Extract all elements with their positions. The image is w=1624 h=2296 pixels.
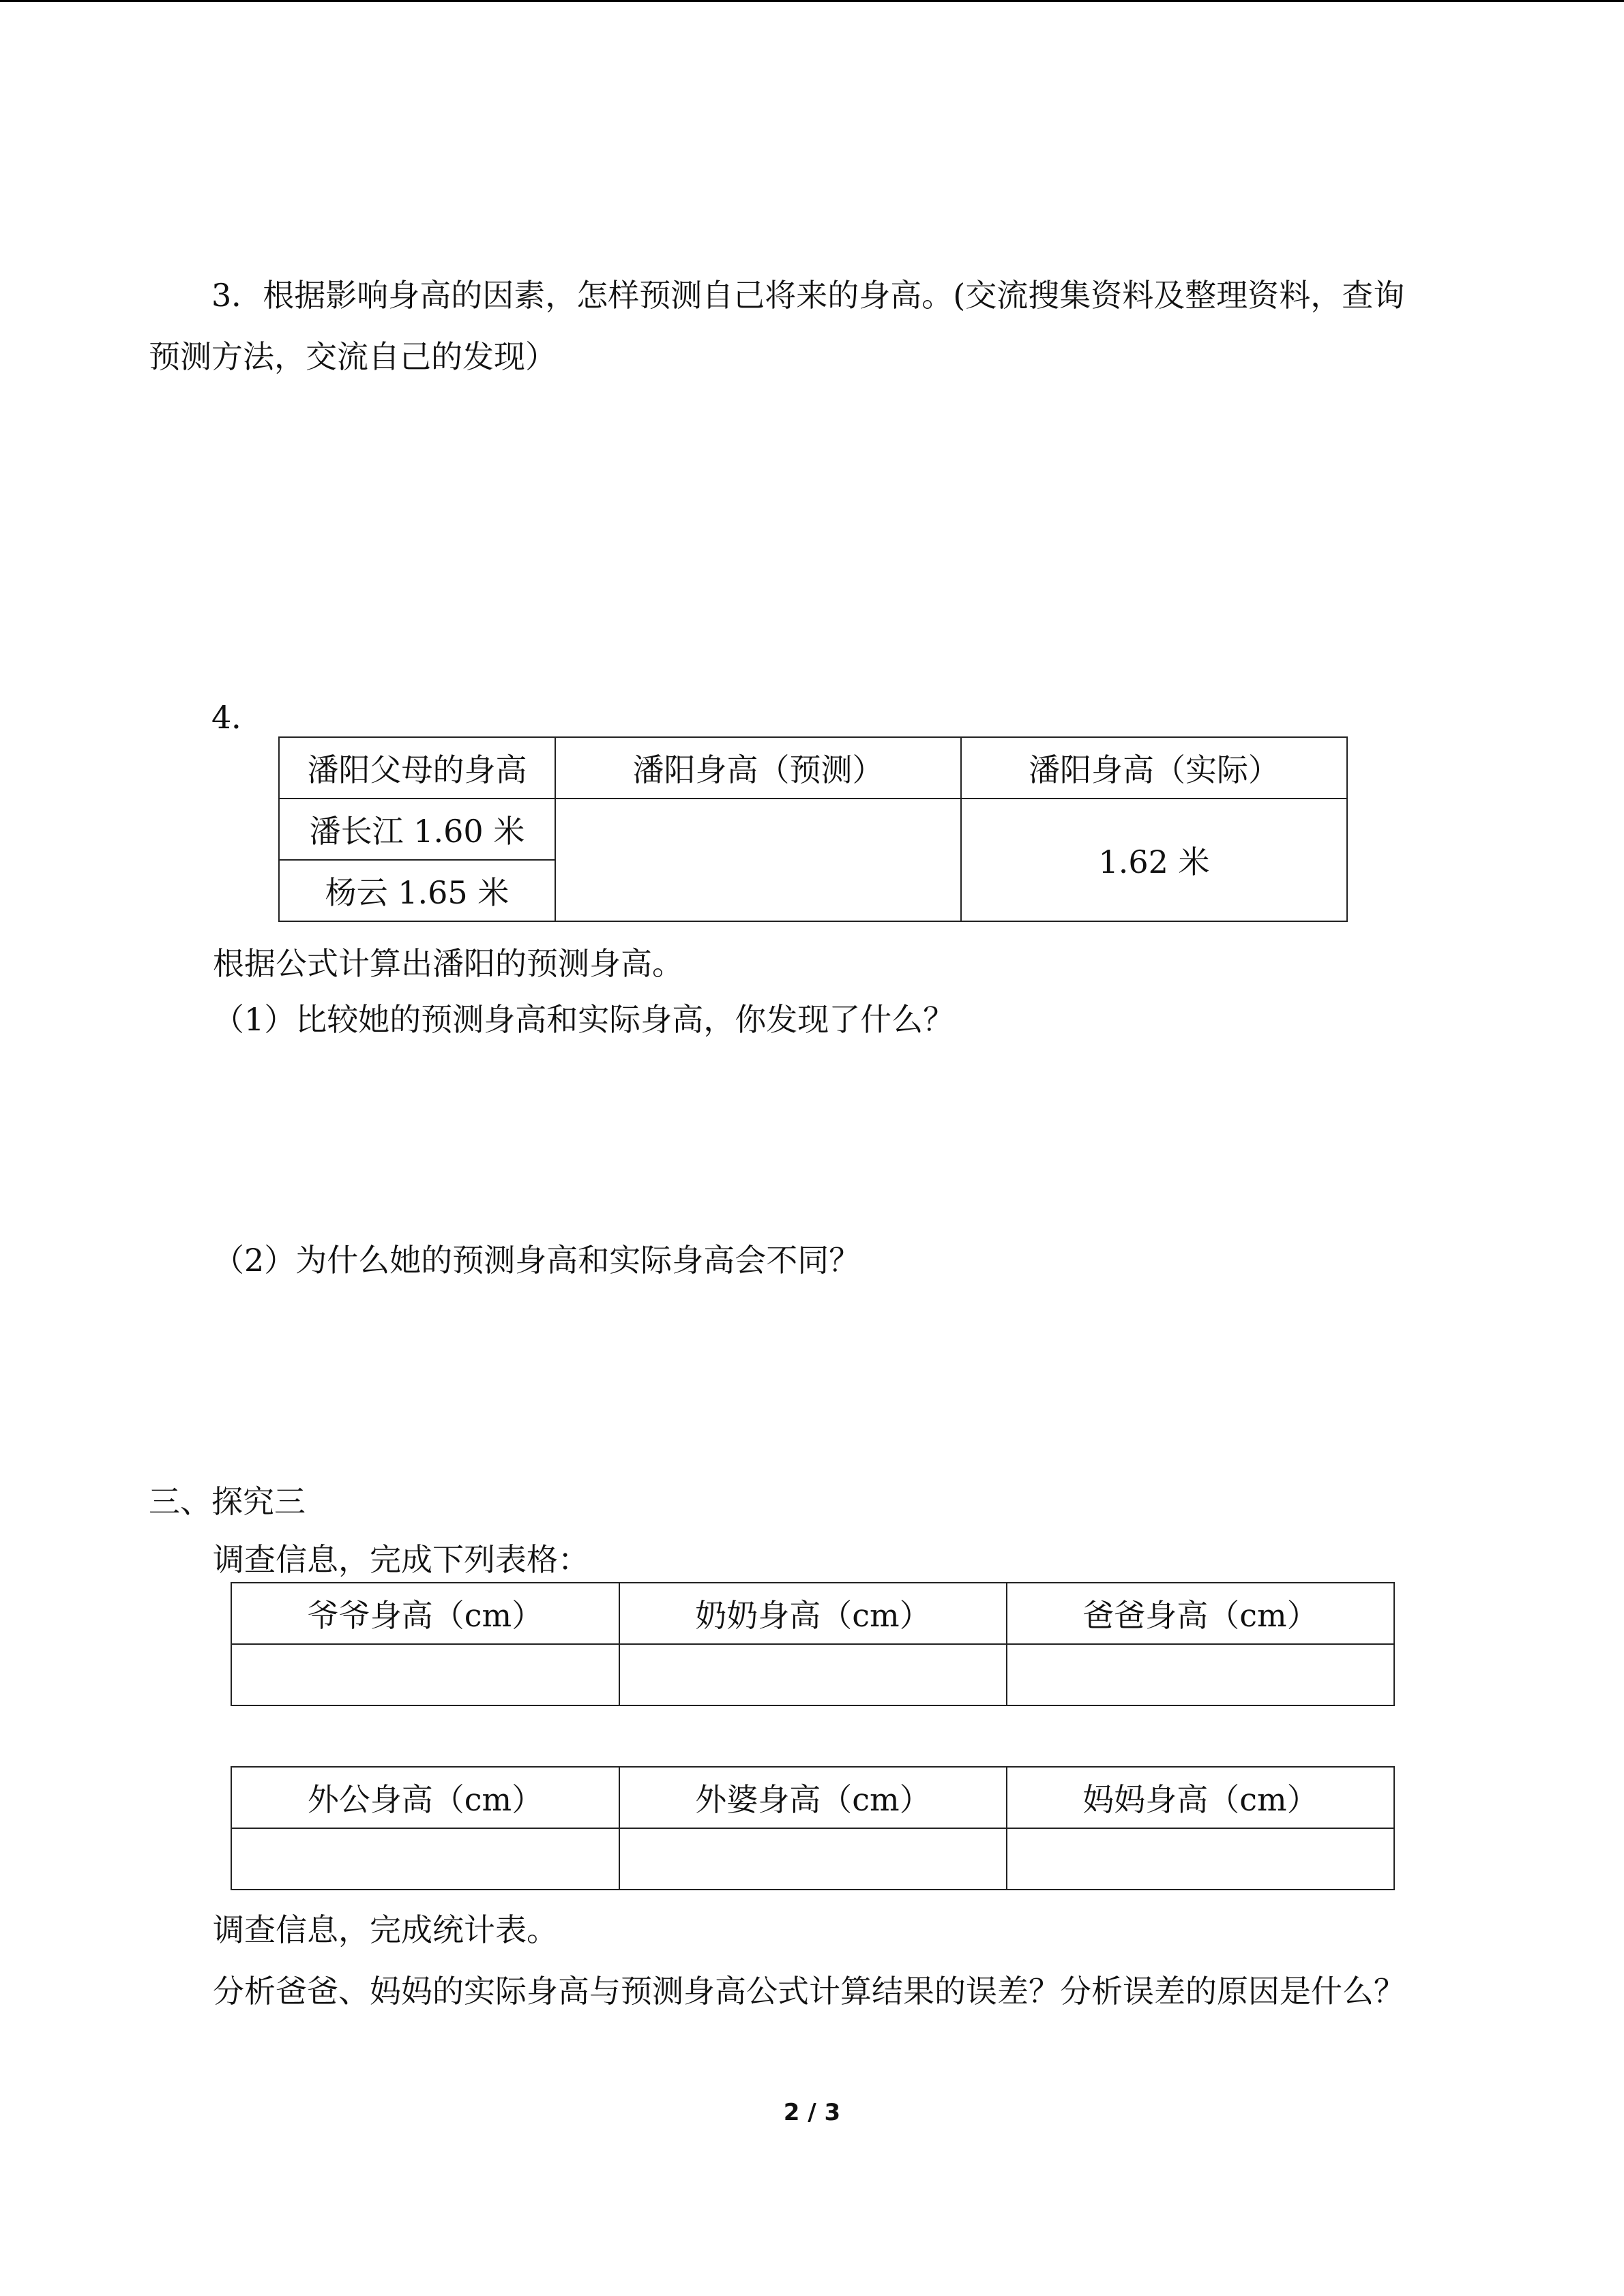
page-number: 2 / 3 [783,2099,841,2126]
q4-sub2: （2）为什么她的预测身高和实际身高会不同？ [213,1242,861,1279]
header-father-height: 爸爸身高（cm） [1007,1583,1394,1644]
predicted-height-cell[interactable] [555,799,961,921]
maternal-grandmother-height-cell[interactable] [619,1828,1007,1890]
paternal-survey-table [231,1582,1395,1706]
father-height-input-cell[interactable] [1007,1644,1394,1705]
grandfather-height-cell[interactable] [231,1644,619,1705]
header-maternal-grandmother-height: 外婆身高（cm） [619,1767,1007,1828]
maternal-grandfather-height-cell[interactable] [231,1828,619,1890]
father-height-cell: 潘长江 1.60 米 [279,799,555,860]
error-analysis-question: 分析爸爸、妈妈的实际身高与预测身高公式计算结果的误差？分析误差的原因是什么？ [213,1973,1405,2010]
header-parents-height: 潘阳父母的身高 [279,737,555,799]
header-actual-height: 潘阳身高（实际） [961,737,1347,799]
grandmother-height-cell[interactable] [619,1644,1007,1705]
survey-intro: 调查信息，完成下列表格： [213,1541,589,1578]
mother-height-input-cell[interactable] [1007,1828,1394,1890]
q3-text-line1: 3．根据影响身高的因素，怎样预测自己将来的身高。(交流搜集资料及整理资料，查询 [211,277,1405,314]
header-mother-height: 妈妈身高（cm） [1007,1767,1394,1828]
q4-sub1: （1）比较她的预测身高和实际身高，你发现了什么？ [213,1001,955,1038]
q4-instruction: 根据公式计算出潘阳的预测身高。 [213,945,683,982]
header-grandmother-height: 奶奶身高（cm） [619,1583,1007,1644]
page-top-border [0,0,1624,2]
q3-text-line2: 预测方法，交流自己的发现） [149,338,557,375]
header-maternal-grandfather-height: 外公身高（cm） [231,1767,619,1828]
maternal-survey-table [231,1766,1395,1890]
section3-title: 三、探究三 [149,1483,306,1520]
mother-height-cell: 杨云 1.65 米 [279,860,555,921]
panyang-height-table [278,736,1348,922]
header-predicted-height: 潘阳身高（预测） [555,737,961,799]
q4-number: 4． [211,699,263,736]
actual-height-cell: 1.62 米 [961,799,1347,921]
header-grandfather-height: 爷爷身高（cm） [231,1583,619,1644]
stats-instruction: 调查信息，完成统计表。 [213,1911,558,1948]
